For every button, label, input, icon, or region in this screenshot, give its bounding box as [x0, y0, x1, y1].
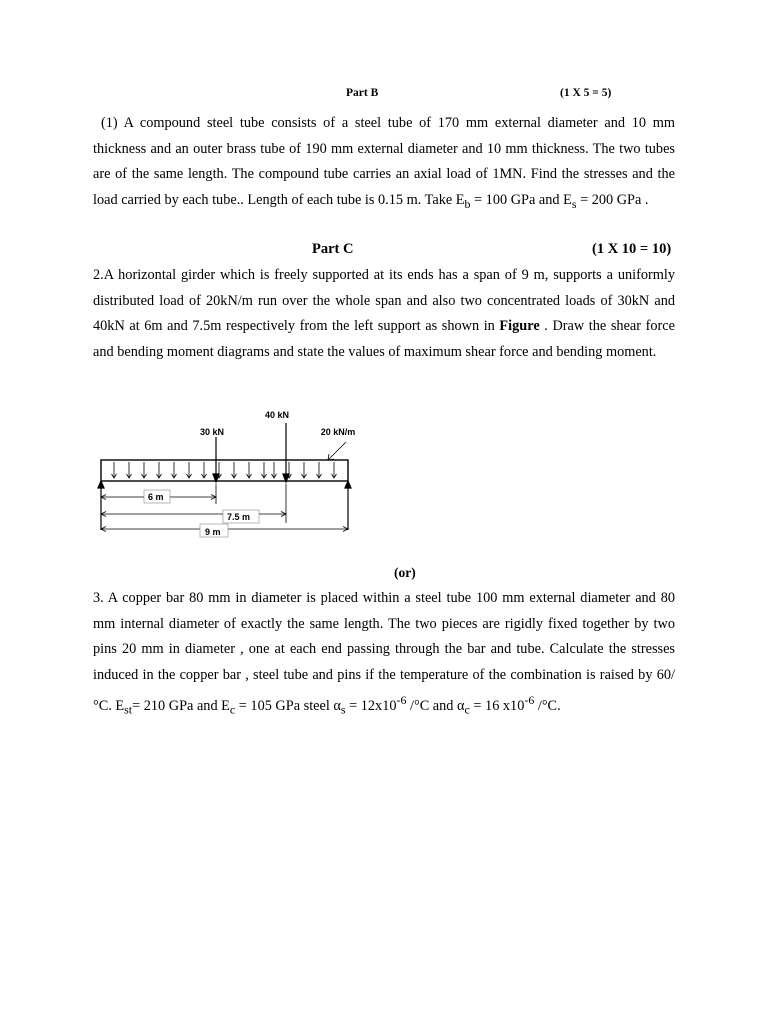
- beam-figure: [96, 404, 356, 542]
- dim-9m-label: 9 m: [205, 527, 221, 537]
- part-b-marks: (1 X 5 = 5): [560, 87, 612, 99]
- question-1-number: (1): [101, 115, 118, 131]
- figure-reference: Figure: [499, 318, 540, 334]
- udl-label: 20 kN/m: [320, 427, 356, 437]
- right-support: [345, 481, 351, 530]
- question-1: (1) A compound steel tube consists of a steel tube of 170 mm external diameter and 10 mm thickness and an outer brass tube of 190 mm external diameter and 10 mm thickness. The two tubes are of the same length. The compound tube carries an axial load of 1MN. Find the stresses and the load carried by each tube.. Length of each tube is 0.15 m. Take $E_b = 100$ GPa and $E_s = 200$ GPa .: [93, 115, 675, 211]
- or-label: (or): [394, 565, 416, 580]
- dim-7-5m-label: 7.5 m: [227, 512, 251, 522]
- beam: [101, 460, 348, 481]
- left-support: [98, 481, 104, 530]
- udl-pointer: [328, 442, 346, 460]
- part-c-marks: (1 X 10 = 10): [592, 241, 672, 257]
- part-b-title: Part B: [346, 87, 379, 99]
- udl-arrows: [112, 462, 337, 478]
- part-c-title: Part C: [312, 241, 354, 257]
- dim-6m-label: 6 m: [148, 492, 164, 502]
- load-40kn-arrow: [283, 423, 289, 482]
- question-3: 3. A copper bar 80 mm in diameter is placed within a steel tube 100 mm external diameter and 80 mm internal diameter of exactly the same length. The two pieces are rigidly fixed together by two pins 20 mm in diameter , one at each end passing through the bar and tube. Calculate the stresses induced in the copper bar , steel tube and pins if the temperature of the combination is raised by 60/°C. $E_{st}= 210$ GPa and $E_c = 105$ GPa steel $\alpha_s = 12x10^{-6}$ /°C and $\alpha_c = 16$ $x10^{-6}$ /°C.: [93, 590, 675, 717]
- question-2: 2.A horizontal girder which is freely supported at its ends has a span of 9 m, supports a uniformly distributed load of 20kN/m run over the whole span and also two concentrated loads of 30kN and 40kN at 6m and 7.5m respectively from the left support as shown in Figure . Draw the shear force and bending moment diagrams and state the values of maximum shear force and bending moment.: [93, 267, 675, 360]
- load-40kn-label: 40 kN: [265, 410, 290, 420]
- load-30kn-label: 30 kN: [200, 427, 225, 437]
